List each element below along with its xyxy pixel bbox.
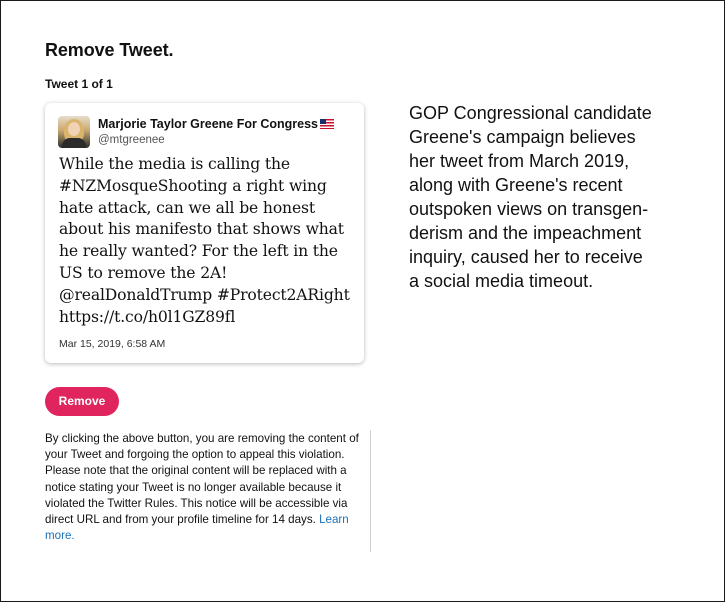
author-name-text: Marjorie Taylor Greene For Congress: [98, 117, 318, 131]
remove-button[interactable]: Remove: [45, 387, 119, 416]
avatar[interactable]: [58, 116, 90, 148]
tweet-author-name[interactable]: [98, 117, 334, 131]
tweet-card: [45, 103, 364, 363]
tweet-text: While the media is calling the #NZMosqueShooting a right wing hate attack, can we all be honest about his manifesto that shows what he really wanted? For the left in the US to remove the 2A! @realDonaldTrump #Protect2ARight https://t.co/h0l1GZ89fl: [59, 155, 350, 326]
tweet-count: Tweet 1 of 1: [45, 77, 113, 91]
tweet-author-handle[interactable]: @mtgreenee: [98, 134, 165, 146]
disclaimer-text: [45, 431, 367, 544]
dialog-title: Remove Tweet.: [45, 40, 174, 60]
learn-more-link[interactable]: Learn more.: [45, 513, 349, 543]
us-flag-icon: [320, 119, 334, 129]
disclaimer-body: By clicking the above button, you are removing the content of your Tweet and forgoing the option to appeal this violation. Please note that the original content will be replaced with a notice stating your Tweet is no longer available because it violated the Twitter Rules. This notice will be accessible via direct URL and from your profile timeline for 14 days.: [45, 432, 359, 527]
tweet-timestamp: Mar 15, 2019, 6:58 AM: [59, 338, 166, 350]
article-caption: GOP Congressional candidate Greene's campaign believes her tweet from March 2019, along with Greene's recent outspoken views on transgen- derism and the impeachment inquiry, caused her to receive a social media timeout.: [409, 103, 652, 291]
divider: [370, 430, 371, 552]
